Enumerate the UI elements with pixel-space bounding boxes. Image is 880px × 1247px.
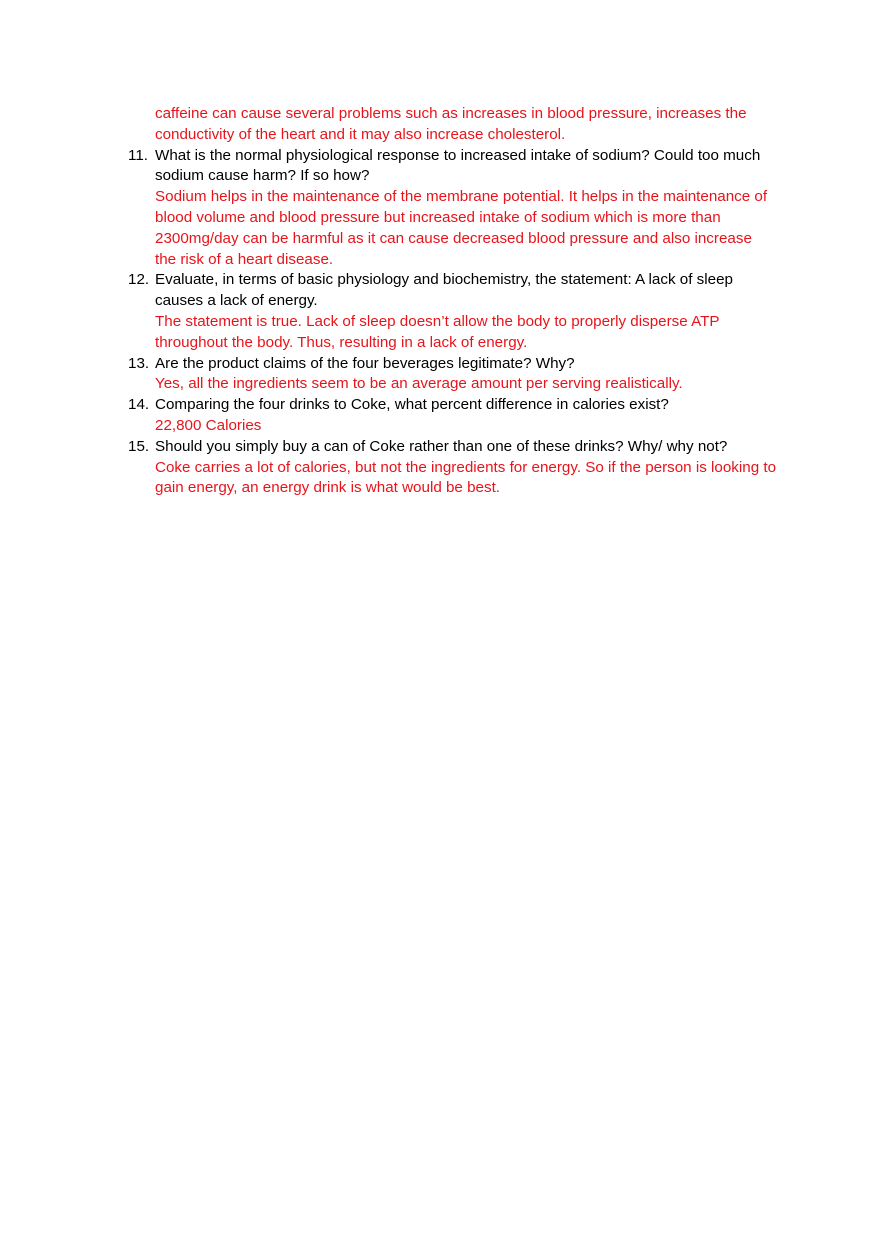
answer-text: Yes, all the ingredients seem to be an average amount per serving realistically. (155, 375, 683, 393)
question-number: 11. (128, 146, 148, 164)
answer-text: 22,800 Calories (155, 416, 262, 434)
question-number: 15. (128, 437, 150, 455)
question-item-13 (128, 354, 777, 396)
answer-text: Sodium helps in the maintenance of the membrane potential. It helps in the maintenance of blood volume and blood pressure but increased intake of sodium which is more than 2300mg/day can be harmful as it can cause decreased blood pressure and also increase the risk of a heart disease. (155, 188, 768, 268)
document-content (128, 104, 777, 499)
question-item-12 (128, 270, 777, 353)
answer-text: Coke carries a lot of calories, but not the ingredients for energy. So if the person is looking to gain energy, an energy drink is what would be best. (155, 458, 777, 497)
question-text: Evaluate, in terms of basic physiology and biochemistry, the statement: A lack of sleep causes a lack of energy. (155, 271, 733, 310)
answer-text-continued: caffeine can cause several problems such as increases in blood pressure, increases the conductivity of the heart and it may also increase cholesterol. (155, 105, 747, 143)
question-number: 14. (128, 396, 150, 414)
question-text: Are the product claims of the four beverages legitimate? Why? (155, 354, 575, 372)
question-item-14 (128, 395, 777, 437)
question-text: What is the normal physiological response to increased intake of sodium? Could too much sodium cause harm? If so how? (155, 146, 761, 185)
question-number: 12. (128, 271, 150, 289)
question-text: Comparing the four drinks to Coke, what percent difference in calories exist? (155, 396, 669, 414)
question-item-11 (128, 146, 777, 271)
question-item-15 (128, 437, 777, 499)
question-number: 13. (128, 354, 150, 372)
answer-text: The statement is true. Lack of sleep doesn’t allow the body to properly disperse ATP throughout the body. Thus, resulting in a lack of energy. (155, 312, 720, 351)
question-text: Should you simply buy a can of Coke rather than one of these drinks? Why/ why not? (155, 437, 728, 455)
